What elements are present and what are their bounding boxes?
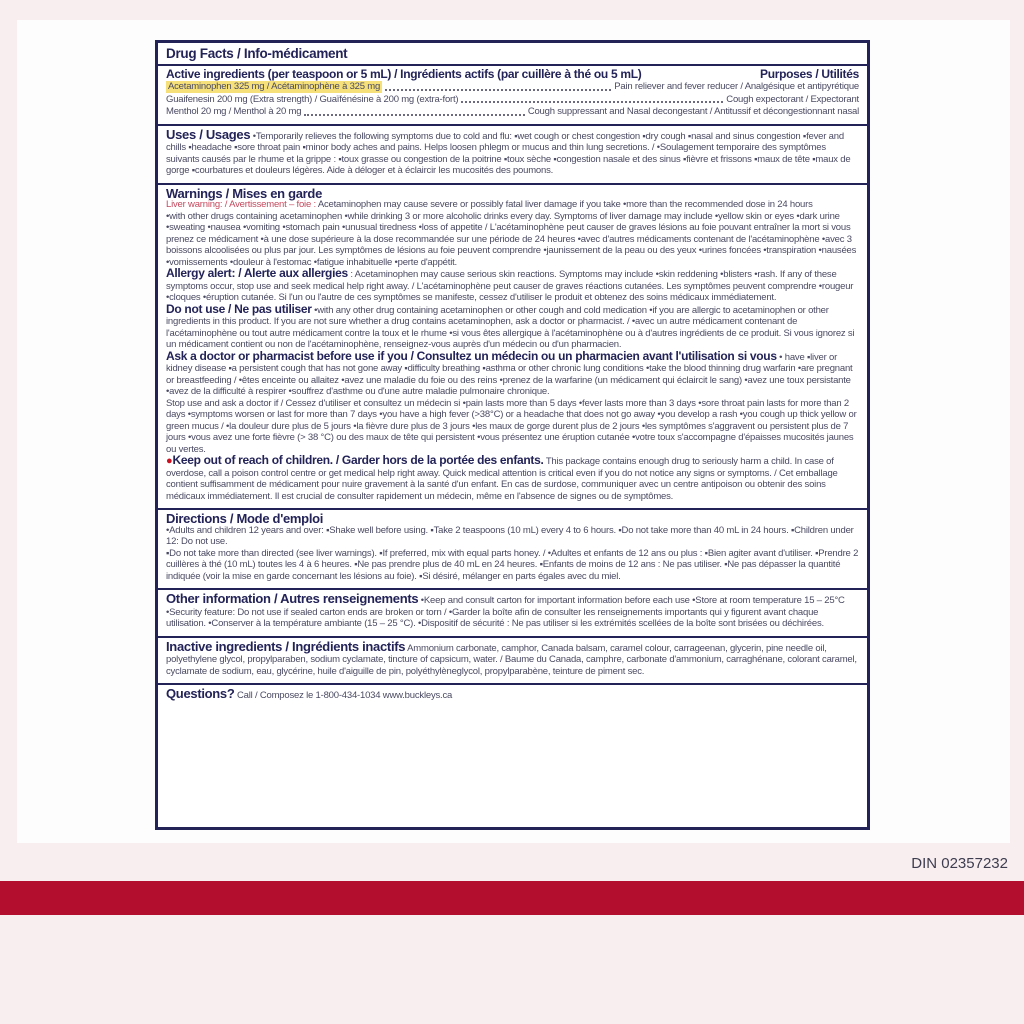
- purposes-heading: Purposes / Utilités: [760, 66, 859, 81]
- dotted-leader: [461, 101, 723, 103]
- allergy-alert-text: : Acetaminophen may cause serious skin reactions. Symptoms may include •skin reddening •blisters •rash. If any of these symptoms occur, stop use and seek medical help right away. / L'acétaminophène peut causer de graves réactions cutanées. Les symptômes peuvent comprendre •rougeur •cloques •éruption cutanée. Si l'un ou l'autre de ces symptômes se manifeste, cessez d'utiliser le produit et obtenez des soins médicaux immédiatement.: [166, 269, 854, 303]
- inactive-ingredients-text: Ammonium carbonate, camphor, Canada balsam, caramel colour, carrageenan, glycerin, pine needle oil, polyethylene glycol, propylparaben, sodium cyclamate, tincture of capsicum, water. / Baume du Canada, camphre, carbonate d'ammonium, carraghénane, colorant caramel, cyclamate de sodium, eau, glycérine, huile d'aiguille de pin, polyéthylèneglycol, propylparabène, teinture de piment sec.: [166, 642, 857, 677]
- uses-paragraph: [166, 126, 859, 177]
- ingredient-purpose: Cough suppressant and Nasal decongestant / Antitussif et décongestionnant nasal: [527, 106, 859, 117]
- allergy-alert-paragraph: [166, 268, 859, 304]
- liver-warning-text: Acetaminophen may cause severe or possibly fatal liver damage if you take •more than the recommended dose in 24 hours: [317, 199, 813, 210]
- do-not-use-heading: Do not use / Ne pas utiliser: [166, 301, 312, 316]
- keep-out-paragraph: [166, 455, 859, 502]
- ask-doctor-text: • have ▪liver or kidney disease ▪a persistent cough that has not gone away ▪difficulty breathing ▪asthma or other chronic lung conditions •take the blood thinning drug warfarin •are pregnant or breastfeeding / •êtes enceinte ou allaitez •avez une maladie du foie ou des reins •prenez de la warfarine (un médicament qui éclaircit le sang) •avez une toux persistante •avez de la difficulté à respirer •souffrez d'asthme ou d'une autre maladie pulmonaire chronique.: [166, 351, 853, 397]
- ask-doctor-heading: Ask a doctor or pharmacist before use if you / Consultez un médecin ou un pharmacien avant l'utilisation si vous: [166, 348, 777, 363]
- ingredient-name-acetaminophen: Acetaminophen 325 mg / Acétaminophène à 325 mg: [168, 81, 381, 92]
- ask-doctor-paragraph: [166, 348, 859, 398]
- inactive-ingredients-heading: Inactive ingredients / Ingrédients inactifs: [166, 638, 406, 654]
- liver-warning-lead: Liver warning: / Avertissement – foie :: [166, 199, 316, 210]
- uses-heading: Uses / Usages: [166, 126, 251, 142]
- section-warnings: [158, 183, 867, 509]
- stop-use-paragraph: Stop use and ask a doctor if / Cessez d'utiliser et consultez un médecin si •pain lasts more than 5 days •fever lasts more than 3 days •sore throat pain lasts for more than 2 days •symptoms worsen or last for more than 7 days •you have a high fever (>38°C) or a headache that does not go away •you develop a rash •you cough up thick yellow or green mucus / •la douleur dure plus de 5 jours •la fièvre dure plus de 3 jours •les maux de gorge durent plus de 2 jours •les symptômes s'aggravent ou persistent plus de 7 jours •vous avez une forte fièvre (> 38 °C) ou des maux de tête qui persistent •vous présentez une éruption cutanée •votre toux s'accompagne d'épaisses mucosités jaunes ou vertes.: [166, 397, 857, 455]
- drug-facts-panel: [155, 40, 870, 830]
- section-directions: [158, 508, 867, 588]
- section-active-ingredients: [158, 64, 867, 124]
- ingredient-name-guaifenesin: Guaifenesin 200 mg (Extra strength) / Guaïfénésine à 200 mg (extra-fort): [166, 93, 459, 105]
- ingredient-purpose: Pain reliever and fever reducer / Analgésique et antipyrétique: [614, 81, 859, 92]
- dotted-leader: [304, 114, 524, 116]
- do-not-use-text: •with any other drug containing acetaminophen or other cough and cold medication •if you are allergic to acetaminophen or other ingredients in this product. If you are not sure whether a drug contains acetaminophen, ask a doctor or pharmacist. / •avec un autre médicament contenant de l'acétaminophène ou tout autre médicament contre la toux et le rhume •si vous êtes allergique à l'acétaminophène ou à d'autres ingrédients de ce produit. Si vous ignorez si un médicament contient ou non de l'acétaminophène, renseignez-vous auprès d'un médecin ou d'un pharmacien.: [166, 304, 855, 350]
- din-number: DIN 02357232: [911, 855, 1008, 872]
- keep-out-heading: Keep out of reach of children. / Garder hors de la portée des enfants.: [172, 453, 544, 467]
- ingredient-purpose: Cough expectorant / Expectorant: [726, 93, 859, 105]
- ingredient-row: [166, 106, 859, 118]
- directions-paragraph-1: •Adults and children 12 years and over: ▪Shake well before using. ▪Take 2 teaspoons (10 mL) every 4 to 6 hours. ▪Do not take more than 40 mL in 24 hours. ▪Children under 12: Do not use.: [166, 524, 854, 547]
- section-other-information: [158, 588, 867, 636]
- questions-heading: Questions?: [166, 686, 235, 701]
- keep-out-text: This package contains enough drug to seriously harm a child. In case of overdose, call a poison control centre or get medical help right away. Quick medical attention is critical even if you do not notice any signs or symptoms. / Cet emballage contient suffisamment de médicament pour nuire gravement à la santé d'un enfant. En cas de surdose, communiquer avec un centre antipoison ou obtenir des soins médicaux immédiatement. Il est crucial de consulter rapidement un médecin, même en l'absence de signes ou de symptômes.: [166, 456, 838, 502]
- allergy-alert-heading: Allergy alert: / Alerte aux allergies: [166, 266, 348, 280]
- inactive-ingredients-paragraph: [166, 638, 859, 678]
- ingredient-name-menthol: Menthol 20 mg / Menthol à 20 mg: [166, 106, 302, 117]
- liver-warning-paragraph-2: •with other drugs containing acetaminophen •while drinking 3 or more alcoholic drinks every day. Symptoms of liver damage may include •yellow skin or eyes •dark urine •sweating •nausea •vomiting •stomach pain •unusual tiredness •loss of appetite / L'acétaminophène peut causer de graves lésions au foie pouvant entraîner la mort si vous prenez ce médicament •à une dose supérieure à la dose recommandée sur une période de 24 heures •avec d'autres médicaments contenant de l'acétaminophène •avec 3 boissons alcoolisées ou plus par jour. Les symptômes de lésions au foie peuvent comprendre •jaunissement de la peau ou des yeux •urines foncées •transpiration •nausées •vomissements •douleur à l'estomac •fatigue inhabituelle •perte d'appétit.: [166, 210, 857, 268]
- dotted-leader: [385, 89, 611, 91]
- ingredient-row: [166, 94, 859, 106]
- liver-warning-paragraph: [166, 199, 859, 211]
- drug-facts-title: Drug Facts / Info-médicament: [166, 46, 348, 61]
- questions-text: Call / Composez le 1-800-434-1034 www.buckleys.ca: [236, 690, 453, 701]
- section-uses: [158, 124, 867, 183]
- other-information-heading: Other information / Autres renseignements: [166, 591, 419, 606]
- section-questions: [158, 683, 867, 708]
- do-not-use-paragraph: [166, 301, 859, 351]
- active-ingredients-header-row: [166, 66, 859, 81]
- questions-paragraph: [166, 688, 859, 702]
- warnings-heading: Warnings / Mises en garde: [166, 185, 323, 201]
- other-information-paragraph: [166, 593, 859, 630]
- ingredient-row: [166, 81, 859, 93]
- directions-paragraph-2: ▪Do not take more than directed (see liver warnings). ▪If preferred, mix with equal parts honey. / •Adultes et enfants de 12 ans ou plus : ▪Bien agiter avant d'utiliser. ▪Prendre 2 cuillères à thé (10 mL) toutes les 4 à 6 heures. ▪Ne pas prendre plus de 40 mL en 24 heures. ▪Enfants de moins de 12 ans : Ne pas utiliser. ▪Ne pas dépasser la quantité indiquée (voir la mise en garde concernant les lésions au foie). ▪Si désiré, mélanger en parts égales avec du miel.: [166, 547, 859, 582]
- red-bullet-icon: ●: [166, 455, 173, 467]
- uses-text: •Temporarily relieves the following symptoms due to cold and flu: ▪wet cough or chest congestion ▪dry cough ▪nasal and sinus congestion ▪fever and chills ▪headache ▪sore throat pain ▪minor body aches and pains. Helps loosen phlegm or mucus and thin lung secretions. / •Soulagement temporaire des symptômes suivants causés par le rhume et la grippe : ▪toux grasse ou congestion de la poitrine ▪toux sèche ▪congestion nasale et des sinus ▪fièvre et frissons ▪maux de tête ▪maux de gorge ▪courbatures et douleurs légères. Aide à déloger et à éclaircir les mucosités des poumons.: [166, 130, 851, 176]
- active-ingredients-heading: Active ingredients (per teaspoon or 5 mL) / Ingrédients actifs (par cuillère à thé ou 5 mL): [166, 66, 642, 81]
- red-band-stripe: [0, 881, 1024, 915]
- section-inactive-ingredients: [158, 636, 867, 684]
- other-information-text: •Keep and consult carton for important information before each use •Store at room temperature 15 – 25°C •Security feature: Do not use if sealed carton ends are broken or torn / •Garder la boîte afin de consulter les renseignements importants qui y figurent avant chaque utilisation. •Conserver à la température ambiante (15 – 25 °C). •Dispositif de sécurité : Ne pas utiliser si les extrémités scellées de la boîte sont brisées ou déchirées.: [166, 595, 845, 629]
- directions-heading: Directions / Mode d'emploi: [166, 511, 324, 526]
